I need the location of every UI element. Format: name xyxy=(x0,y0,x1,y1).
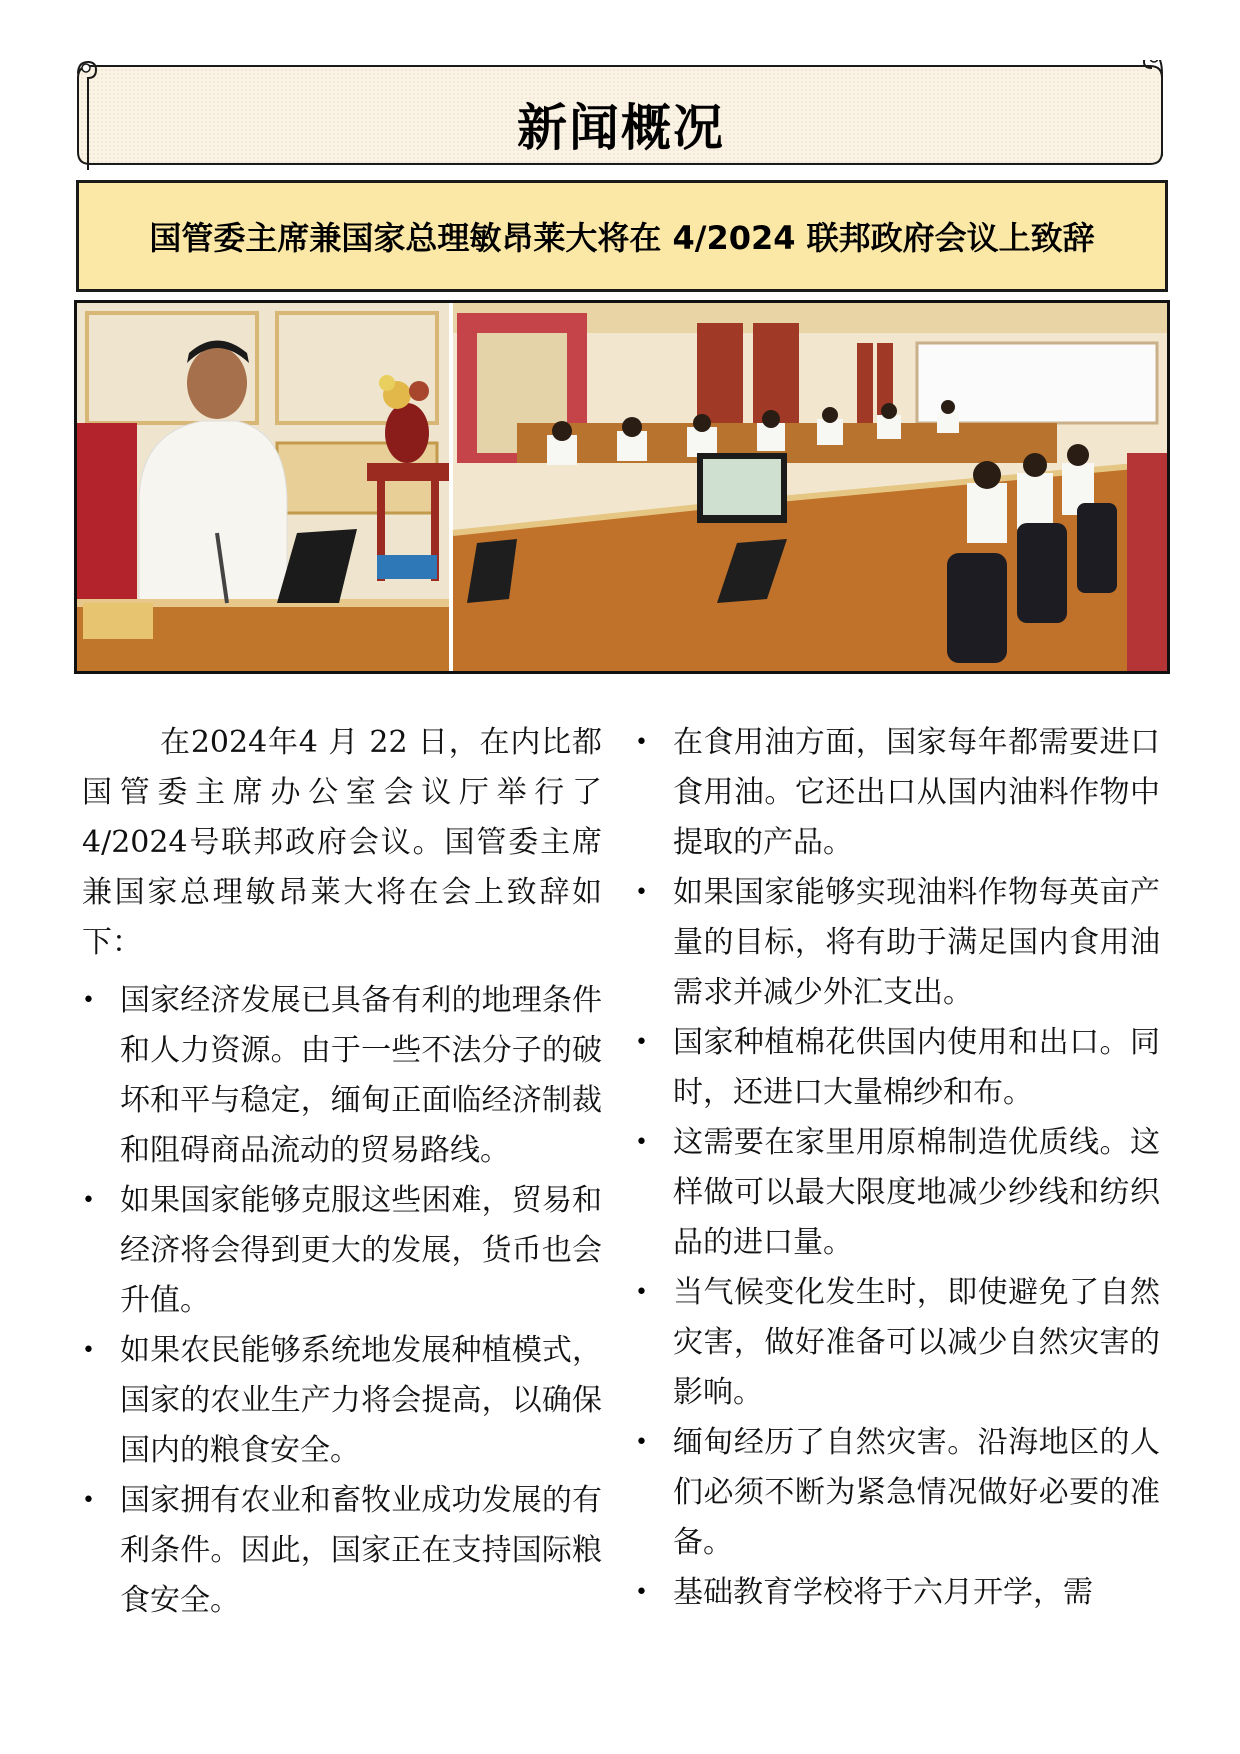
list-item: • 国家经济发展已具备有利的地理条件和人力资源。由于一些不法分子的破坏和平与稳定，缅甸正面临经济制裁和阻碍商品流动的贸易路线。 xyxy=(82,976,602,1176)
section-title: 新闻概况 xyxy=(517,99,725,157)
list-item: • 当气候变化发生时，即使避免了自然灾害，做好准备可以减少自然灾害的影响。 xyxy=(635,1268,1160,1418)
list-item: • 国家拥有农业和畜牧业成功发展的有利条件。因此，国家正在支持国际粮食安全。 xyxy=(82,1476,602,1626)
photo-left-speaker xyxy=(77,303,449,671)
list-item: • 如果国家能够实现油料作物每英亩产量的目标，将有助于满足国内食用油需求并减少外汇支出。 xyxy=(635,868,1160,1018)
headline-box xyxy=(76,180,1168,292)
right-bullet-list xyxy=(635,718,1160,1618)
list-item: • 在食用油方面，国家每年都需要进口食用油。它还出口从国内油料作物中提取的产品。 xyxy=(635,718,1160,868)
article-column-right xyxy=(635,718,1160,1618)
list-item: • 如果国家能够克服这些困难，贸易和经济将会得到更大的发展，货币也会升值。 xyxy=(82,1176,602,1326)
meeting-photo-illustration xyxy=(77,303,1167,671)
list-item: • 缅甸经历了自然灾害。沿海地区的人们必须不断为紧急情况做好必要的准备。 xyxy=(635,1418,1160,1568)
list-item: • 基础教育学校将于六月开学，需 xyxy=(635,1568,1160,1618)
list-item: • 这需要在家里用原棉制造优质线。这样做可以最大限度地减少纱线和纺织品的进口量。 xyxy=(635,1118,1160,1268)
list-item: • 国家种植棉花供国内使用和出口。同时，还进口大量棉纱和布。 xyxy=(635,1018,1160,1118)
headline-text: 国管委主席兼国家总理敏昂莱大将在 4/2024 联邦政府会议上致辞 xyxy=(149,219,1095,257)
news-photo xyxy=(74,300,1170,674)
photo-right-hall xyxy=(453,303,1167,671)
article-intro: 在2024年4 月 22 日，在内比都国管委主席办公室会议厅举行了4/2024号联邦政府会议。国管委主席兼国家总理敏昂莱大将在会上致辞如下： xyxy=(82,725,602,960)
article-column-left xyxy=(82,718,602,1626)
section-banner xyxy=(76,60,1166,170)
left-bullet-list xyxy=(82,976,602,1626)
list-item: • 如果农民能够系统地发展种植模式，国家的农业生产力将会提高，以确保国内的粮食安全。 xyxy=(82,1326,602,1476)
